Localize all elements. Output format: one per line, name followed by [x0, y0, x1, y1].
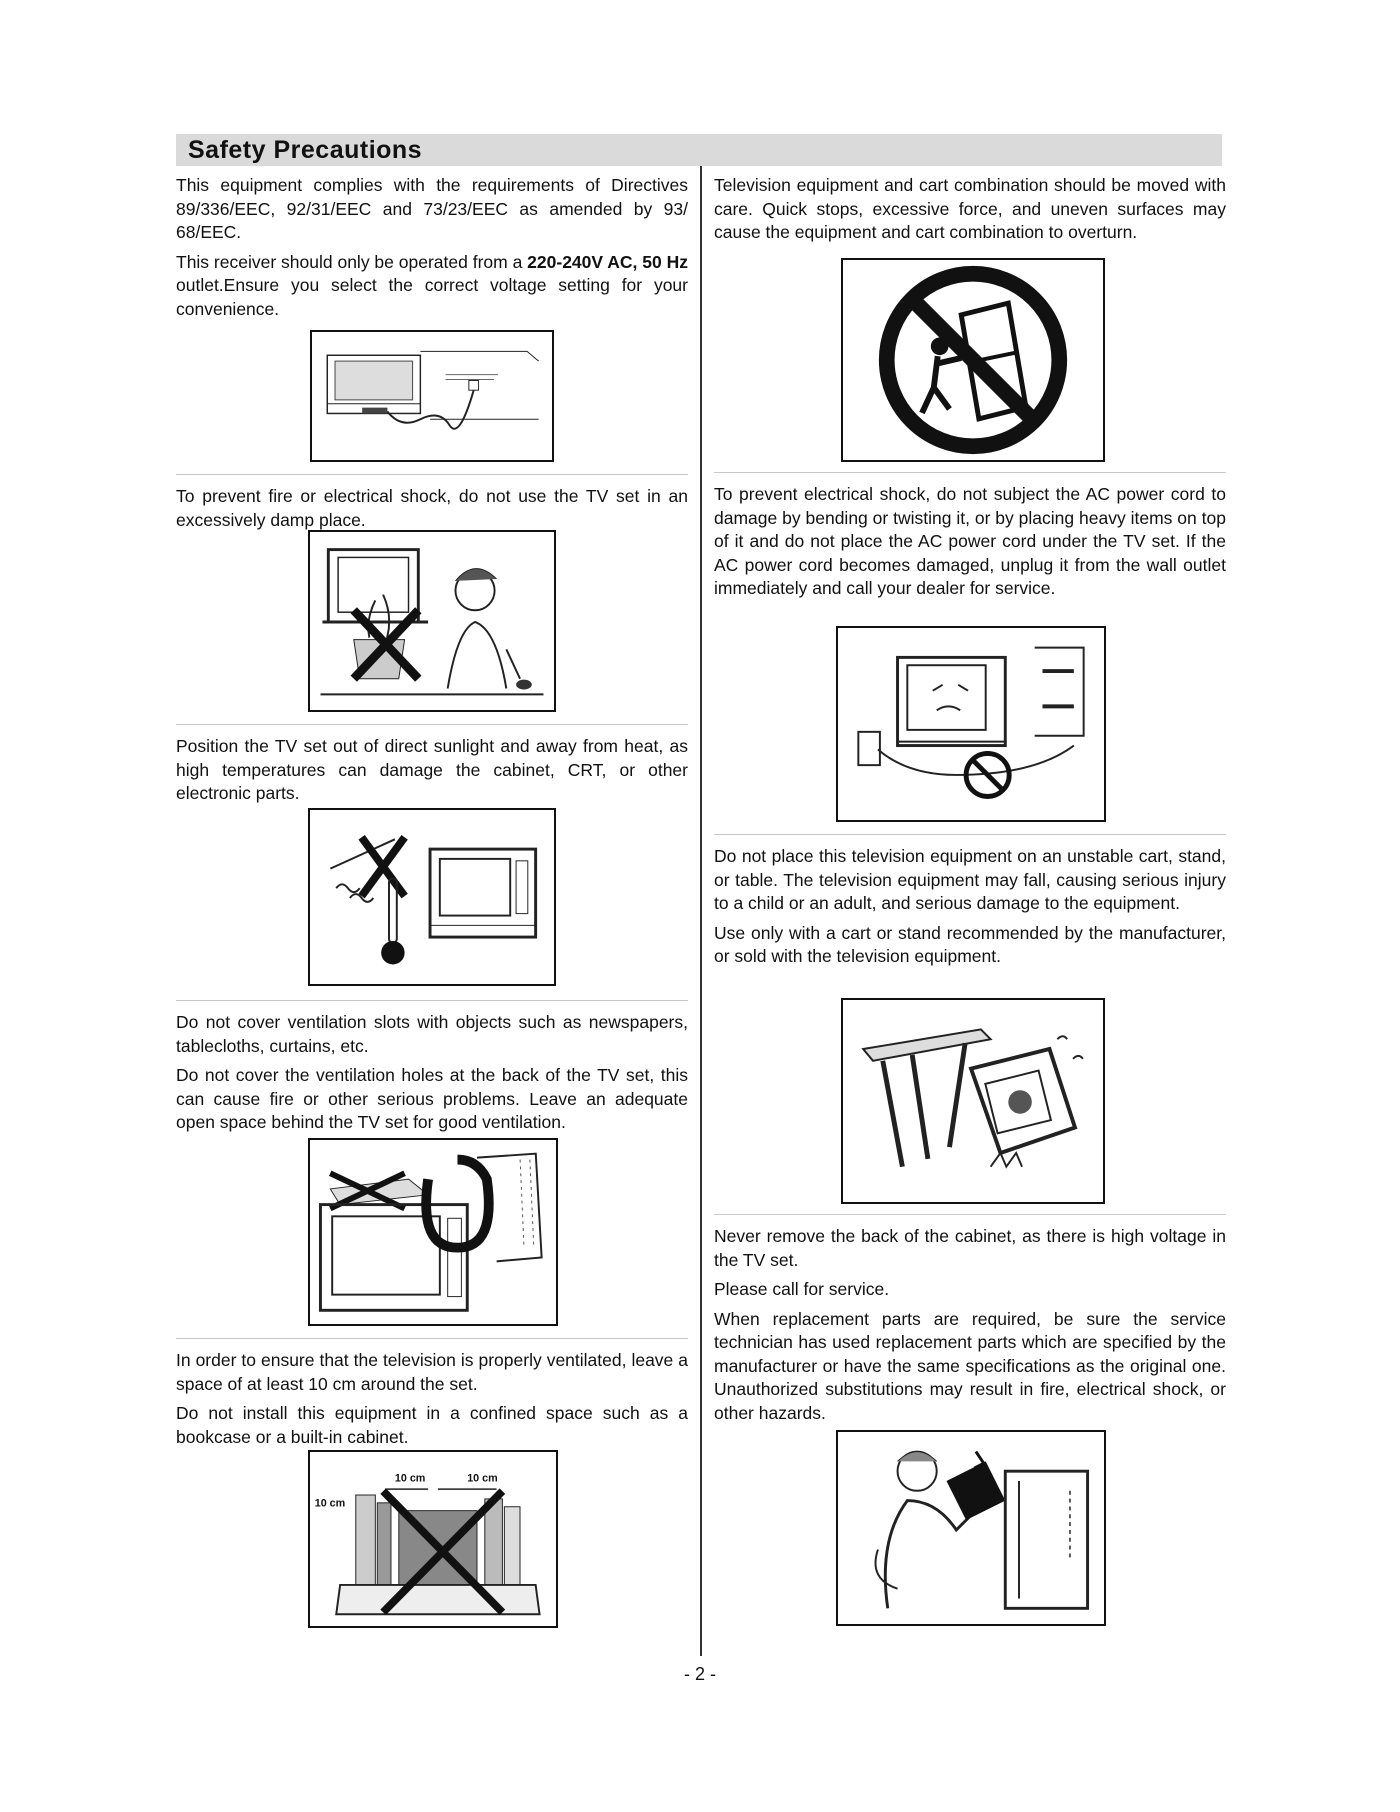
label-10cm-side: 10 cm — [314, 1497, 346, 1510]
ventilation-holes-text: Do not cover the ventilation holes at the back of the TV set, this can cause fire or other serious problems. Leave an adequate open space behind the TV set for good ventilation. — [176, 1065, 688, 1132]
section-ventilation-slots — [176, 1000, 688, 1141]
unstable-cart-text: Do not place this television equipment on an unstable cart, stand, or table. The television equipment may fall, causing serious injury to a child or an adult, and serious damage to the equipment. — [714, 846, 1226, 913]
power-cord-text: To prevent electrical shock, do not subject the AC power cord to damage by bending or twisting it, or by placing heavy items on top of it and do not place the AC power cord under the TV set. If the AC power cord becomes damaged, unplug it from the wall outlet immediately and call your dealer for service. — [714, 484, 1226, 598]
figure-unstable-table — [841, 998, 1105, 1204]
voltage-text — [176, 251, 688, 322]
ventilation-slots-text: Do not cover ventilation slots with objects such as newspapers, tablecloths, curtains, etc. — [176, 1012, 688, 1056]
title-bar — [176, 134, 1222, 166]
section-high-voltage — [714, 1214, 1226, 1431]
section-cart-movement — [714, 174, 1226, 251]
section-sunlight — [176, 724, 688, 812]
directives-text: This equipment complies with the requirements of Directives 89/336/EEC, 92/31/EEC and 73/23/EEC as amended by 93/ 68/EEC. — [176, 175, 688, 242]
damp-place-illustration — [310, 532, 554, 710]
section-unstable-cart — [714, 834, 1226, 975]
sunlight-text: Position the TV set out of direct sunlight and away from heat, as high temperatures can damage the cabinet, CRT, or other electronic parts. — [176, 736, 688, 803]
sunlight-heat-illustration — [310, 810, 554, 984]
figure-remove-back — [836, 1430, 1106, 1626]
high-voltage-text: Never remove the back of the cabinet, as there is high voltage in the TV set. — [714, 1226, 1226, 1270]
voltage-text-a: This receiver should only be operated from a — [176, 251, 528, 272]
unstable-table-illustration — [843, 1000, 1103, 1202]
confined-space-illustration — [310, 1452, 556, 1626]
figure-confined-space — [308, 1450, 558, 1628]
damp-text: To prevent fire or electrical shock, do not use the TV set in an excessively damp place. — [176, 486, 688, 530]
cart-movement-text: Television equipment and cart combination should be moved with care. Quick stops, excessive force, and uneven surfaces may cause the equipment and cart combination to overturn. — [714, 175, 1226, 242]
voltage-value: 220-240V AC, 50 Hz — [527, 251, 689, 272]
power-cord-illustration — [838, 628, 1104, 820]
label-10cm-top-left: 10 cm — [394, 1472, 426, 1485]
label-10cm-top-right: 10 cm — [467, 1472, 498, 1485]
section-space-around — [176, 1338, 688, 1455]
cart-overturn-illustration — [843, 260, 1103, 460]
recommended-cart-text: Use only with a cart or stand recommended by the manufacturer, or sold with the television equipment. — [714, 922, 1226, 966]
column-divider — [700, 166, 702, 1656]
ventilation-cover-illustration — [310, 1140, 556, 1324]
figure-ventilation-cover — [308, 1138, 558, 1326]
page-number: - 2 - — [683, 1664, 716, 1684]
replacement-parts-text: When replacement parts are required, be sure the service technician has used replacement parts which are specified by the manufacturer or have the same specifications as the original one. Unauthorized substitutions may result in fire, electrical shock, or other hazards. — [714, 1308, 1226, 1423]
confined-space-text: Do not install this equipment in a confined space such as a bookcase or a built-in cabinet. — [176, 1403, 688, 1447]
remove-back-illustration — [838, 1432, 1104, 1624]
figure-damp-place — [308, 530, 556, 712]
page-title: Safety Precautions — [188, 136, 423, 164]
section-directives — [176, 174, 688, 327]
tv-power-outlet-illustration — [312, 332, 552, 460]
section-damp — [176, 474, 688, 538]
figure-sunlight-heat — [308, 808, 556, 986]
figure-power-cord — [836, 626, 1106, 822]
voltage-text-c: outlet.Ensure you select the correct voltage setting for your convenience. — [176, 275, 688, 319]
figure-cart-overturn — [841, 258, 1105, 462]
figure-voltage-setting — [310, 330, 554, 462]
space-around-text: In order to ensure that the television is properly ventilated, leave a space of at least 10 cm around the set. — [176, 1350, 688, 1394]
section-power-cord — [714, 472, 1226, 607]
call-service-text: Please call for service. — [714, 1279, 890, 1299]
